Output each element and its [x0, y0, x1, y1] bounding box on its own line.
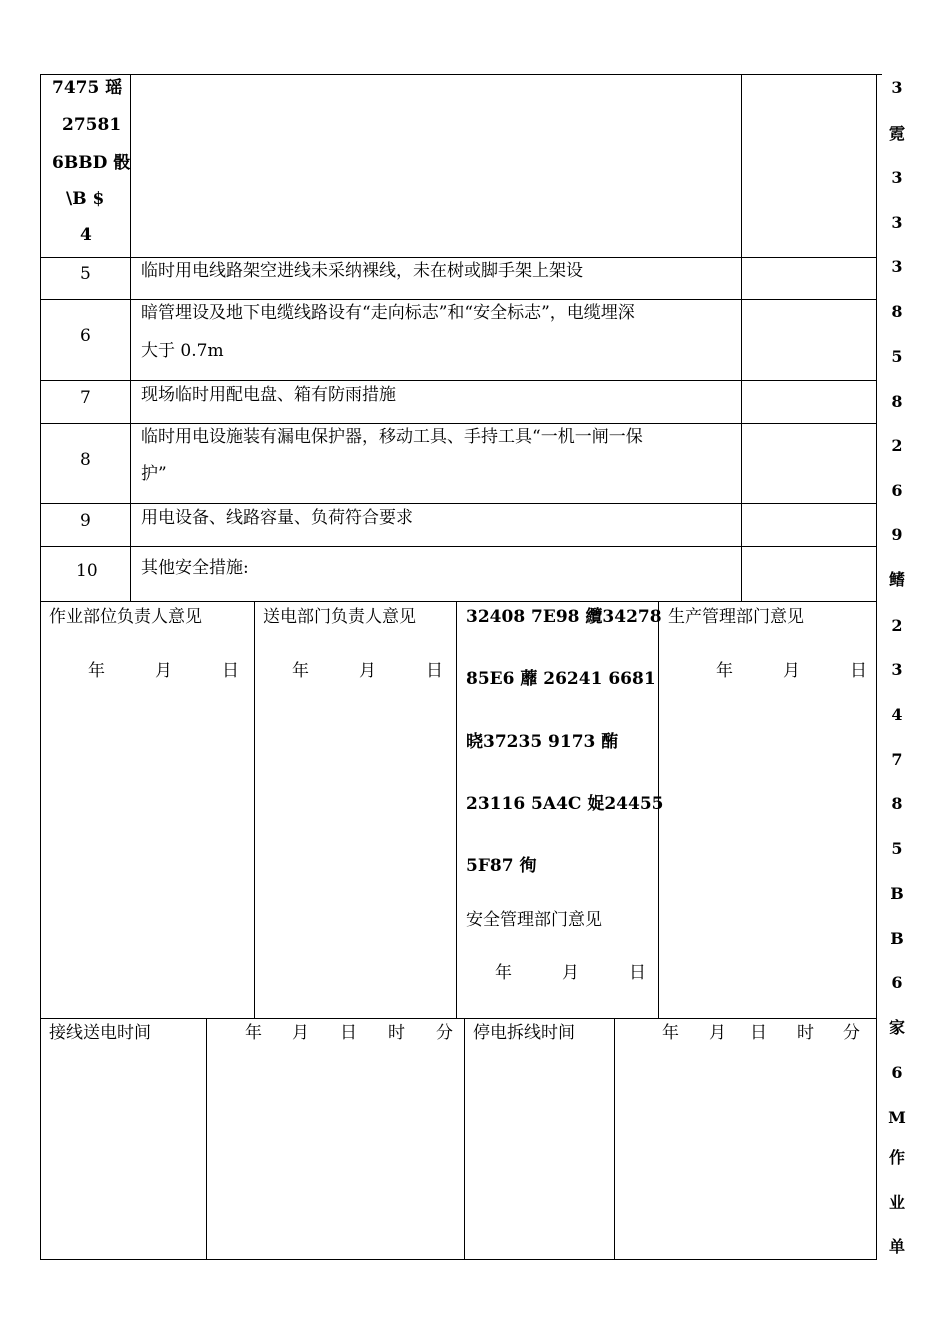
- garbled-line: 32408 7E98 纜34278: [466, 607, 662, 627]
- date-month: 月: [155, 661, 172, 681]
- side-char: 8: [891, 392, 903, 411]
- side-char: 3: [891, 660, 903, 679]
- side-char: 业: [888, 1193, 905, 1212]
- side-char: 3: [891, 78, 903, 97]
- time-day: 日: [340, 1023, 357, 1043]
- side-char: M: [888, 1108, 906, 1127]
- side-char: 8: [891, 794, 903, 813]
- side-char: 8: [891, 302, 903, 321]
- row-divider: [40, 601, 876, 602]
- side-char: 3: [891, 213, 903, 232]
- date-month: 月: [562, 963, 579, 983]
- date-year: 年: [292, 661, 309, 681]
- garbled-line: 85E6 蘼 26241 6681: [466, 669, 656, 689]
- garbled-line: 7475 瑶: [52, 78, 123, 98]
- opinion-label: 送电部门负责人意见: [263, 607, 416, 627]
- item-text: 临时用电线路架空进线未采纳裸线，未在树或脚手架上架设: [141, 261, 583, 281]
- col-divider: [456, 601, 457, 1019]
- garbled-line: 6BBD 骰: [52, 153, 131, 173]
- garbled-line: 27581: [62, 115, 122, 135]
- side-char: B: [890, 929, 904, 948]
- side-char: 3: [891, 257, 903, 276]
- item-number: 7: [80, 388, 91, 408]
- table-border-right: [876, 74, 877, 1260]
- item-text: 暗管埋设及地下电缆线路设有“走向标志”和“安全标志”，电缆埋深: [141, 303, 635, 323]
- side-char: 家: [888, 1018, 905, 1037]
- col-divider: [741, 74, 742, 602]
- date-day: 日: [426, 661, 443, 681]
- side-char: 2: [891, 616, 903, 635]
- col-divider: [254, 601, 255, 1019]
- date-year: 年: [88, 661, 105, 681]
- side-char: 6: [891, 1063, 903, 1082]
- opinion-label: 安全管理部门意见: [466, 910, 602, 930]
- item-number: 9: [80, 511, 91, 531]
- side-char: 霓: [888, 124, 905, 143]
- side-char: 作: [888, 1148, 905, 1167]
- time-day: 日: [750, 1023, 767, 1043]
- side-char: 2: [891, 436, 903, 455]
- row-divider: [40, 380, 876, 381]
- garbled-line: 4: [80, 225, 92, 245]
- row-divider: [40, 257, 876, 258]
- garbled-line: \B $: [66, 189, 105, 209]
- disconnect-time-label: 停电拆线时间: [473, 1023, 575, 1043]
- date-month: 月: [359, 661, 376, 681]
- time-month: 月: [709, 1023, 726, 1043]
- opinion-label: 生产管理部门意见: [668, 607, 804, 627]
- time-year: 年: [245, 1023, 262, 1043]
- side-char: 4: [891, 705, 903, 724]
- opinion-label: 作业部位负责人意见: [49, 607, 202, 627]
- side-char: B: [890, 884, 904, 903]
- item-text: 护”: [141, 464, 167, 484]
- item-number: 6: [80, 326, 91, 346]
- time-minute: 分: [436, 1023, 453, 1043]
- side-char: 9: [891, 525, 903, 544]
- side-char: 鳍: [888, 570, 905, 589]
- garbled-line: 5F87 徇: [466, 856, 537, 876]
- date-month: 月: [783, 661, 800, 681]
- side-char: 6: [891, 973, 903, 992]
- time-month: 月: [292, 1023, 309, 1043]
- item-text: 临时用电设施装有漏电保护器，移动工具、手持工具“一机一闸一保: [141, 427, 643, 447]
- table-border-left: [40, 74, 41, 1260]
- item-text: 现场临时用配电盘、箱有防雨措施: [141, 385, 396, 405]
- date-year: 年: [716, 661, 733, 681]
- col-divider: [464, 1018, 465, 1260]
- row-divider: [40, 503, 876, 504]
- time-minute: 分: [843, 1023, 860, 1043]
- row-divider: [40, 1018, 876, 1019]
- item-text: 用电设备、线路容量、负荷符合要求: [141, 508, 413, 528]
- row-divider: [40, 546, 876, 547]
- col-divider: [614, 1018, 615, 1260]
- side-char: 5: [891, 347, 903, 366]
- side-char: 单: [888, 1237, 905, 1256]
- col-divider: [206, 1018, 207, 1260]
- date-day: 日: [850, 661, 867, 681]
- item-number: 5: [80, 264, 91, 284]
- date-day: 日: [629, 963, 646, 983]
- garbled-line: 23116 5A4C 娖24455: [466, 794, 664, 814]
- time-year: 年: [662, 1023, 679, 1043]
- table-border-bottom: [40, 1259, 876, 1260]
- date-day: 日: [222, 661, 239, 681]
- time-hour: 时: [797, 1023, 814, 1043]
- item-number: 10: [76, 561, 98, 581]
- side-char: 6: [891, 481, 903, 500]
- row-divider: [40, 423, 876, 424]
- side-char: 3: [891, 168, 903, 187]
- side-char: 5: [891, 839, 903, 858]
- date-year: 年: [495, 963, 512, 983]
- garbled-line: 晓37235 9173 酭: [466, 732, 619, 752]
- item-number: 8: [80, 450, 91, 470]
- time-hour: 时: [388, 1023, 405, 1043]
- row-divider: [40, 299, 876, 300]
- table-border-top: [40, 74, 882, 75]
- item-text: 大于 0.7m: [141, 341, 224, 361]
- item-text: 其他安全措施:: [141, 558, 249, 578]
- side-char: 7: [891, 750, 903, 769]
- connect-time-label: 接线送电时间: [49, 1023, 151, 1043]
- col-divider: [130, 74, 131, 602]
